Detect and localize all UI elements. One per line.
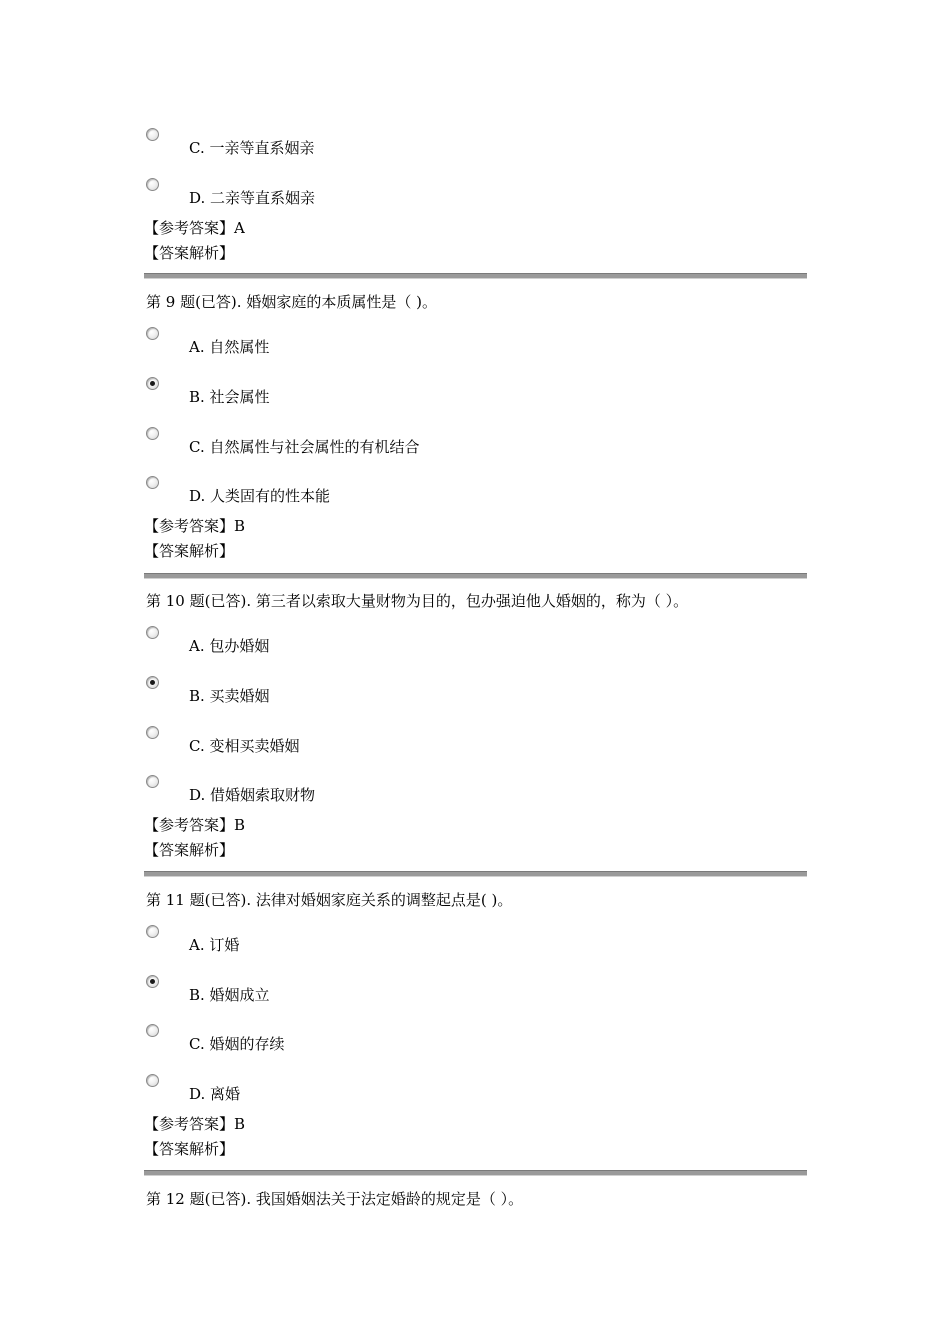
divider	[144, 1170, 807, 1176]
option-label-q11-a: A. 订婚	[189, 936, 240, 954]
radio-q8-option-c[interactable]	[146, 128, 159, 141]
divider	[144, 871, 807, 877]
question-q11: 第 11 题(已答). 法律对婚姻家庭关系的调整起点是( )。	[146, 891, 513, 909]
option-label-q11-b: B. 婚姻成立	[189, 986, 270, 1004]
radio-q9-option-d[interactable]	[146, 476, 159, 489]
radio-q10-option-b[interactable]	[146, 676, 159, 689]
reference-answer-q8: 【参考答案】A	[144, 219, 245, 237]
radio-q10-option-d[interactable]	[146, 775, 159, 788]
question-q10: 第 10 题(已答). 第三者以索取大量财物为目的，包办强迫他人婚姻的，称为（ ）。	[146, 592, 689, 610]
option-label-q9-c: C. 自然属性与社会属性的有机结合	[189, 438, 420, 456]
question-q9: 第 9 题(已答). 婚姻家庭的本质属性是（ )。	[146, 293, 437, 311]
question-q12: 第 12 题(已答). 我国婚姻法关于法定婚龄的规定是（ ）。	[146, 1190, 524, 1208]
option-label-q8-c: C. 一亲等直系姻亲	[189, 139, 315, 157]
divider	[144, 573, 807, 579]
option-label-q10-c: C. 变相买卖婚姻	[189, 737, 300, 755]
option-label-q9-d: D. 人类固有的性本能	[189, 487, 331, 505]
reference-answer-q9: 【参考答案】B	[144, 517, 246, 535]
radio-q11-option-b[interactable]	[146, 975, 159, 988]
radio-q10-option-c[interactable]	[146, 726, 159, 739]
answer-analysis-q9: 【答案解析】	[144, 542, 235, 560]
radio-q11-option-d[interactable]	[146, 1074, 159, 1087]
divider	[144, 273, 807, 279]
answer-analysis-q10: 【答案解析】	[144, 841, 235, 859]
radio-q9-option-b[interactable]	[146, 377, 159, 390]
reference-answer-q10: 【参考答案】B	[144, 816, 246, 834]
option-label-q10-b: B. 买卖婚姻	[189, 687, 270, 705]
radio-q9-option-a[interactable]	[146, 327, 159, 340]
option-label-q11-c: C. 婚姻的存续	[189, 1035, 285, 1053]
radio-q11-option-a[interactable]	[146, 925, 159, 938]
radio-q10-option-a[interactable]	[146, 626, 159, 639]
option-label-q9-b: B. 社会属性	[189, 388, 270, 406]
option-label-q10-d: D. 借婚姻索取财物	[189, 786, 316, 804]
option-label-q8-d: D. 二亲等直系姻亲	[189, 189, 316, 207]
radio-q8-option-d[interactable]	[146, 178, 159, 191]
option-label-q10-a: A. 包办婚姻	[189, 637, 270, 655]
answer-analysis-q11: 【答案解析】	[144, 1140, 235, 1158]
radio-q9-option-c[interactable]	[146, 427, 159, 440]
reference-answer-q11: 【参考答案】B	[144, 1115, 246, 1133]
option-label-q11-d: D. 离婚	[189, 1085, 241, 1103]
radio-q11-option-c[interactable]	[146, 1024, 159, 1037]
answer-analysis-q8: 【答案解析】	[144, 244, 235, 262]
option-label-q9-a: A. 自然属性	[189, 338, 270, 356]
